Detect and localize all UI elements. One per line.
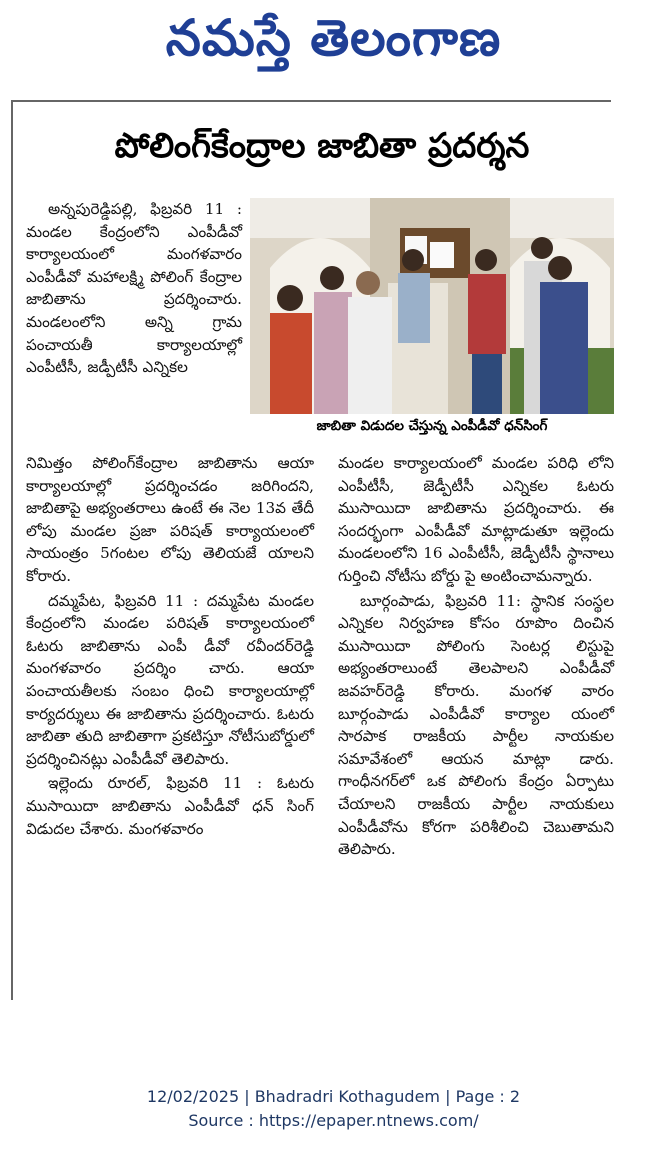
article-column-bottom-left xyxy=(26,452,314,840)
footer-source-link[interactable]: Source : https://epaper.ntnews.com/ xyxy=(188,1111,479,1130)
photo-caption xyxy=(250,414,614,440)
clipping-border-left xyxy=(11,100,13,1000)
news-photo xyxy=(250,198,614,414)
paragraph: అన్నపురెడ్డిపల్లి, ఫిబ్రవరి 11 : మండల కేంద్రంలోని ఎంపీడీవో కార్యాలయంలో మంగళవారం ఎంపీడీవో మహాలక్ష్మి పోలింగ్ కేంద్రాల జాబితాను ప్రదర్శించారు. మండలంలోని అన్ని గ్రామ పంచాయతీ కార్యాలయాల్లో ఎంపీటీసీ, జడ్పీటీసీ ఎన్నికల xyxy=(26,200,242,377)
article-headline xyxy=(22,118,622,182)
article-column-top-left xyxy=(26,198,242,379)
paragraph: ఇల్లెందు రూరల్, ఫిబ్రవరి 11 : ఓటరు ముసాయిదా జాబితాను ఎంపీడీవో ధన్ సింగ్ విడుదల చేశారు. మంగళవారం xyxy=(26,774,314,838)
article-column-bottom-right xyxy=(338,452,614,861)
masthead-title: నమస్తే తెలంగాణ xyxy=(165,8,502,67)
paragraph: బూర్గంపాడు, ఫిబ్రవరి 11: స్థానిక సంస్థల ఎన్నికల నిర్వహణ కోసం రూపొం దించిన ముసాయిదా పోలింగు సెంటర్ల లిస్టుపై అభ్యంతరాలుంటే తెలపాలని ఎంపీడీవో జవహర్‌రెడ్డి కోరారు. మంగళ వారం బూర్గంపాడు ఎంపీడీవో కార్యాల యంలో సారపాక రాజకీయ పార్టీల నాయకుల సమావేశంలో ఆయన మాట్లా డారు. గాంధీనగర్‌లో ఒక పోలింగు కేంద్రం ఏర్పాటు చేయాలని రాజకీయ పార్టీల నాయకులు ఎంపీడీవోను కోరగా పరిశీలించి చెబుతామని తెలిపారు. xyxy=(338,591,614,859)
footer-date-edition-page: 12/02/2025 | Bhadradri Kothagudem | Page : 2 xyxy=(146,1087,521,1106)
newspaper-masthead xyxy=(0,4,667,84)
paragraph: మండల కార్యాలయంలో మండల పరిధి లోని ఎంపీటీసీ, జెడ్పీటీసీ ఎన్నికల ఓటరు ముసాయిదా జాబితాను ప్రదర్శించారు. ఈ సందర్భంగా ఎంపీడీవో మాట్లాడుతూ ఇల్లెందు మండలంలోని 16 ఎంపీటీసీ, జెడ్పీటీసీ స్థానాలు గుర్తించి నోటీసు బోర్డు పై అంటించామన్నారు. xyxy=(338,454,614,585)
paragraph: దమ్మపేట, ఫిబ్రవరి 11 : దమ్మపేట మండల కేంద్రంలోని మండల పరిషత్ కార్యాలయంలో ఓటరు జాబితాను ఎంపీ డీవో రవీందర్‌రెడ్డి మంగళవారం ప్రదర్శిం చారు. ఆయా పంచాయతీలకు సంబం ధించి కార్యాలయాల్లో కార్యదర్శులు ఈ జాబితాను ప్రదర్శించారు. ఓటరు జాబితా తుది జాబితాగా ప్రకటిస్తూ నోటీసుబోర్డులో ప్రదర్శించినట్లు ఎంపీడీవో తెలిపారు. xyxy=(26,591,314,768)
clipping-border-top xyxy=(11,100,611,102)
headline-text: పోలింగ్‌కేంద్రాల జాబితా ప్రదర్శన xyxy=(114,126,530,166)
officials-displaying-list-image xyxy=(250,198,614,414)
paragraph: నిమిత్తం పోలింగ్‌కేంద్రాల జాబితాను ఆయా కార్యాలయాల్లో ప్రదర్శించడం జరిగిందని, జాబితాపై అభ్యంతరాలు ఉంటే ఈ నెల 13వ తేదీ లోపు మండల ప్రజా పరిషత్ కార్యాయలంలో సాయంత్రం 5గంటల లోపు తెలియజే యాలని కోరారు. xyxy=(26,454,314,585)
caption-text: జాబితా విడుదల చేస్తున్న ఎంపీడీవో ధన్‌సింగ్ xyxy=(316,417,548,434)
